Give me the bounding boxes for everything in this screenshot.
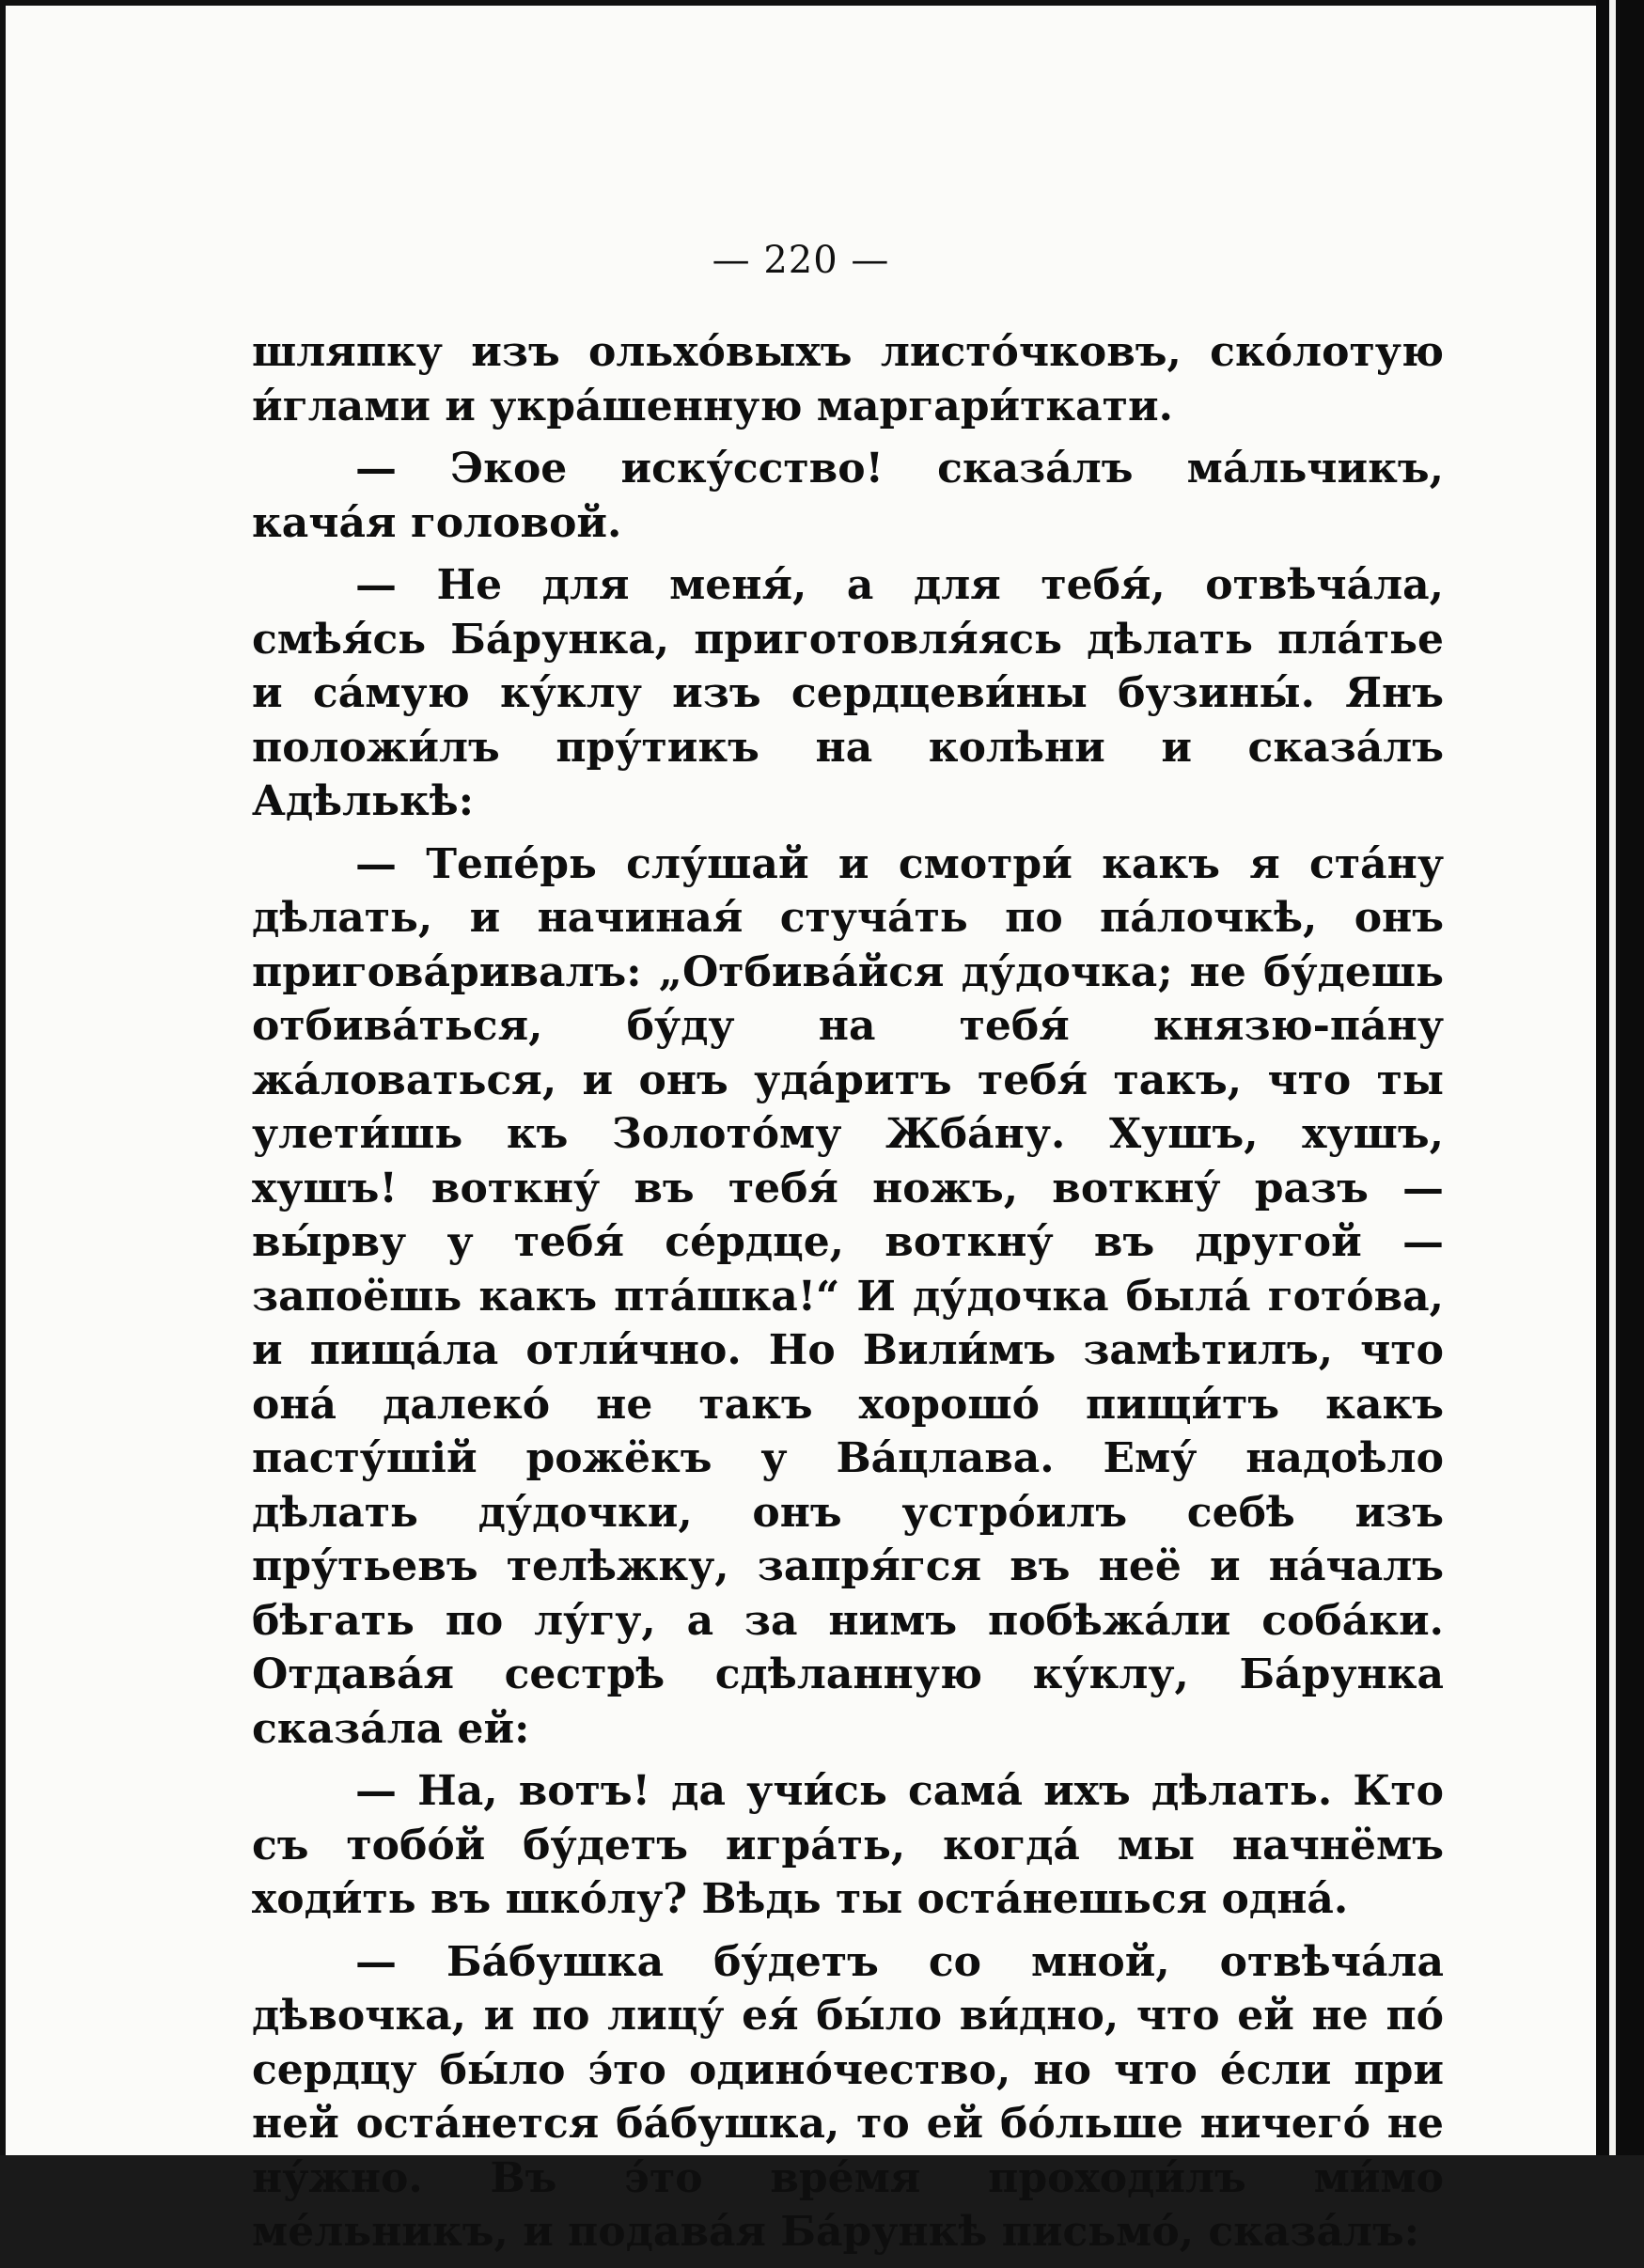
paragraph: — Экое иску́сство! сказа́лъ ма́льчикъ, кача́я головой. (252, 445, 1444, 547)
paragraph: шляпку изъ ольхо́выхъ листо́чковъ, ско́лотую и́глами и укра́шенную маргари́ткати. (252, 328, 1444, 430)
page-edge (1596, 0, 1644, 2155)
paragraph: — На, вотъ! да учи́сь сама́ ихъ дѣлать. Кто съ тобо́й бу́детъ игра́ть, когда́ мы начнёмъ ходи́ть въ шко́лу? Вѣдь ты оста́нешься одна́. (252, 1767, 1444, 1923)
paragraph: — Не для меня́, а для тебя́, отвѣча́ла, смѣя́сь Ба́рунка, приготовля́ясь дѣлать пла́тье и са́мую ку́клу изъ сердцеви́ны бузины́. Янъ положи́лъ пру́тикъ на колѣни и сказа́лъ Адѣлькѣ: (252, 561, 1444, 825)
page-edge-line (1609, 0, 1616, 2155)
page-text (252, 325, 1444, 2268)
paragraph: — Тепе́рь слу́шай и смотри́ какъ я ста́ну дѣлать, и начиная́ стуча́ть по па́лочкѣ, онъ пригова́ривалъ: „Отбива́йся ду́дочка; не бу́дешь отбива́ться, бу́ду на тебя́ князю-па́ну жа́ловаться, и онъ уда́ритъ тебя́ такъ, что ты улети́шь къ Золото́му Жба́ну. Хушъ, хушъ, хушъ! воткну́ въ тебя́ ножъ, воткну́ разъ — вы́рву у тебя́ се́рдце, воткну́ въ другой — запоёшь какъ пта́шка!“ И ду́дочка была́ гото́ва, и пища́ла отли́чно. Но Вили́мъ замѣтилъ, что она́ далеко́ не такъ хорошо́ пищи́тъ какъ пасту́шій рожёкъ у Ва́цлава. Ему́ надоѣло дѣлать ду́дочки, онъ устро́илъ себѣ изъ пру́тьевъ телѣжку, запря́гся въ неё и на́чалъ бѣгать по лу́гу, а за нимъ побѣжа́ли соба́ки. Отдава́я сестрѣ сдѣланную ку́клу, Ба́рунка сказа́ла ей: (252, 839, 1444, 1753)
page-number: — 220 — (712, 239, 890, 282)
paragraph: — Ба́бушка бу́детъ со мной, отвѣча́ла дѣвочка, и по лицу́ ея́ бы́ло ви́дно, что ей не по́ сердцу бы́ло э́то одино́чество, но что е́сли при ней оста́нется ба́бушка, то ей бо́льше ничего́ не ну́жно. Въ э́то вре́мя проходи́лъ ми́мо ме́льникъ, и подава́я Ба́рункѣ письмо́, сказа́лъ: (252, 1937, 1444, 2256)
